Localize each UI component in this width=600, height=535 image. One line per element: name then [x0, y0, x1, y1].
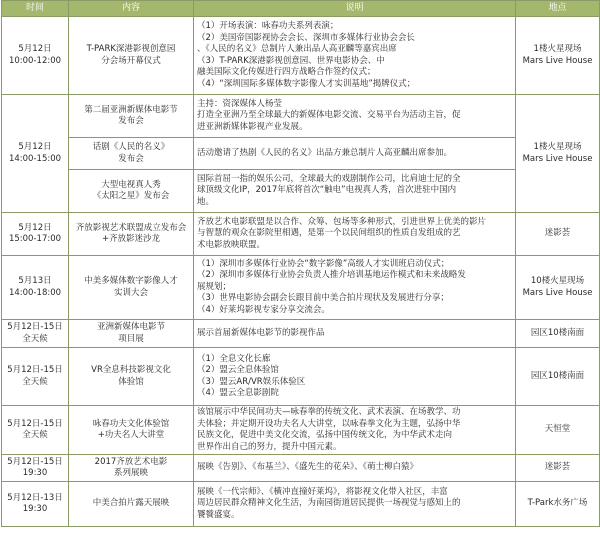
description-cell-line: 展示首届新媒体电影节的影视作品 — [197, 327, 325, 338]
time-cell — [2, 406, 69, 455]
header-row — [2, 1, 600, 17]
time-cell-line: 15:00-17:00 — [8, 234, 62, 244]
content-cell — [69, 482, 194, 527]
location-cell-line: 迷影荟 — [544, 462, 571, 473]
time-cell-line: 14:00-18:00 — [8, 287, 62, 298]
description-cell-line: （1）开场表演：咏春功夫系列表演； — [197, 21, 339, 31]
time-cell-line: 14:00-15:00 — [8, 153, 62, 164]
time-cell-line: 全天候 — [22, 333, 48, 344]
location-cell — [516, 213, 600, 256]
table-row — [2, 213, 600, 256]
content-cell-line: VR全息科技影视文化 — [91, 365, 171, 375]
time-cell-line: 全天候 — [22, 376, 48, 387]
time-cell-line: 5月12日-13日 — [7, 492, 63, 503]
content-cell-line: 第二届亚洲新媒体电影节 — [84, 104, 178, 115]
time-cell-line: 19:30 — [22, 468, 48, 478]
time-cell — [2, 95, 69, 213]
content-cell-line: 咏春功夫文化体验馆 — [92, 418, 170, 429]
location-cell — [516, 455, 600, 482]
description-cell — [194, 17, 516, 95]
location-cell — [516, 256, 600, 320]
time-cell-line: 5月12日-15日 — [7, 322, 63, 332]
time-cell-line: 5月12日 — [18, 142, 52, 152]
content-cell-line: 中美多媒体数字影像人才 — [84, 276, 178, 286]
time-cell — [2, 256, 69, 320]
content-cell-line: 齐放影视艺术联盟成立发布会 — [75, 222, 187, 233]
location-cell-line: 迷影荟 — [544, 228, 571, 239]
table-row — [2, 17, 600, 95]
description-cell — [194, 482, 516, 527]
content-cell — [69, 256, 194, 320]
description-cell-line: 世界作出自己的努力，提升中国元素。 — [197, 441, 342, 452]
content-cell — [69, 95, 194, 138]
description-cell-line: 展规划； — [197, 281, 232, 292]
location-cell — [516, 320, 600, 348]
description-cell-line: 民族文化，促进中美文化交流，弘扬中国传统文化，为中华武术走向 — [197, 430, 453, 440]
description-cell-line: 该馆展示中华民间功夫—咏春拳的传统文化、武术表演、在场教学、功 — [197, 407, 461, 417]
location-cell-line: 园区10楼南面 — [530, 327, 585, 338]
time-cell — [2, 482, 69, 527]
description-cell-line: 活动邀请了热剧《人民的名义》出品方兼总制片人高亚麟出席参加。 — [197, 147, 453, 158]
location-cell-line: 10楼火星现场 — [530, 276, 585, 286]
table-row — [2, 455, 600, 482]
location-cell — [516, 406, 600, 455]
location-cell — [516, 95, 600, 213]
location-cell-line: 1楼火星现场 — [533, 142, 582, 152]
description-cell-line: （2）深圳市多媒体行业协会负责人推介培训基地运作模式和未来战略发 — [197, 270, 466, 281]
location-cell-line: 园区10楼南面 — [530, 370, 585, 381]
location-cell — [516, 482, 600, 527]
content-cell-line: 分会场开幕仪式 — [101, 55, 161, 66]
location-cell — [516, 348, 600, 406]
content-cell — [69, 348, 194, 406]
description-cell-line: 地。 — [197, 196, 215, 207]
schedule-table — [1, 0, 600, 527]
description-cell-line: 齐放艺术电影联盟是以合作、众筹、包场等多种形式，引进世界上优美的影片 — [197, 216, 487, 227]
description-cell — [194, 170, 516, 213]
description-cell-line: 夫体验；并定期开设功夫名人大讲堂，以咏春拳文化为主题，弘扬中华 — [197, 418, 461, 429]
location-cell-line: Mars Live House — [522, 153, 593, 164]
time-cell-line: 5月12日-15日 — [7, 418, 63, 429]
content-cell — [69, 455, 194, 482]
header-time: 时间 — [2, 1, 69, 17]
description-cell — [194, 320, 516, 348]
description-cell — [194, 138, 516, 170]
content-cell-line: 发布会 — [118, 116, 144, 126]
description-cell-line: 进亚洲新媒体影视产业发展。 — [197, 121, 308, 132]
description-cell-line: （4）“深圳国际多媒体数字影像人才实训基地”揭牌仪式； — [197, 78, 416, 89]
content-cell-line: +齐放影迷沙龙 — [101, 234, 161, 244]
content-cell-line: 中美合拍片露天展映 — [92, 498, 170, 509]
description-cell-line: 国际首屈一指的娱乐公司，全球最大的戏剧制作公司，比肩迪士尼的全 — [197, 173, 461, 184]
description-cell-line: （4）好莱坞影视专家分享交流会。 — [197, 304, 330, 315]
description-cell-line: （2）盟云全息体验馆 — [197, 365, 279, 375]
description-cell-line: 、《人民的名义》总制片人兼出品人高亚麟等嘉宾出席 — [197, 44, 397, 54]
time-cell-line: 19:30 — [22, 504, 48, 514]
description-cell — [194, 455, 516, 482]
time-cell-line: 5月12日-15日 — [7, 365, 63, 375]
time-cell-line: 5月12日 — [18, 44, 52, 54]
location-cell-line: Mars Live House — [522, 287, 593, 298]
description-cell-line: 与智慧的观众在影院里相遇，是第一个以民间组织的性质自发组成的艺 — [197, 228, 461, 239]
description-cell-line: （3）盟云AR/VR娱乐体验区 — [197, 376, 306, 387]
content-cell-line: 发布会 — [118, 153, 144, 164]
description-cell-line: （3）T-PARK深港影视创意园、世界电影协会、中 — [197, 55, 385, 66]
header-location: 地点 — [516, 1, 600, 17]
content-cell — [69, 213, 194, 256]
location-cell — [516, 17, 600, 95]
description-cell-line: （4）盟云全息影剧院 — [197, 388, 279, 398]
content-cell — [69, 17, 194, 95]
description-cell-line: 融美国际文化传媒进行四方战略合作签约仪式； — [197, 67, 376, 77]
content-cell-line: 项目展 — [118, 333, 144, 344]
content-cell — [69, 406, 194, 455]
table-row — [2, 256, 600, 320]
table-row — [2, 95, 600, 138]
description-cell — [194, 348, 516, 406]
content-cell-line: +功夫名人大讲堂 — [97, 430, 165, 440]
location-cell-line: 天恒堂 — [544, 424, 571, 435]
content-cell-line: 体验馆 — [118, 376, 144, 387]
content-cell-line: 话剧《人民的名义》 — [92, 142, 170, 152]
description-cell-line: 周边居民群众精神文化生活，为南园街道居民提供一场视觉与感知上的 — [197, 498, 461, 509]
table-row — [2, 482, 600, 527]
table-row — [2, 348, 600, 406]
time-cell-line: 全天候 — [22, 430, 48, 440]
table-row — [2, 320, 600, 348]
time-cell — [2, 213, 69, 256]
description-cell-line: 展映《告别》、《布基兰》、《盛先生的花朵》、《萌士柳白猿》 — [197, 462, 419, 473]
description-cell-line: （2）美国帝国影视协会会长、深圳市多媒体行业协会会长 — [197, 32, 415, 43]
header-content: 内容 — [69, 1, 194, 17]
content-cell-line: 《太阳之星》发布会 — [92, 191, 170, 201]
table-row — [2, 138, 600, 170]
table-row — [2, 406, 600, 455]
time-cell — [2, 320, 69, 348]
description-cell-line: 术电影放映联盟。 — [197, 239, 266, 250]
table-row — [2, 170, 600, 213]
content-cell — [69, 170, 194, 213]
time-cell-line: 5月13日 — [18, 276, 52, 286]
description-cell — [194, 95, 516, 138]
description-cell-line: 球顶级文化IP，2017年底将首次“触电”电视真人秀，首次进驻中国内 — [197, 185, 457, 196]
description-cell-line: （1）全息文化长廊 — [197, 353, 271, 364]
time-cell-line: 5月12日 — [18, 222, 52, 233]
description-cell — [194, 406, 516, 455]
description-cell-line: （3）世界电影协会副会长跟目前中美合拍片现状及发展进行分享； — [197, 293, 449, 304]
description-cell — [194, 256, 516, 320]
description-cell-line: 主持：资深媒体人杨莹 — [197, 98, 283, 109]
description-cell-line: （1）深圳市多媒体行业协会“数字影像”高级人才实训班启动仪式； — [197, 258, 450, 269]
header-description: 说明 — [194, 1, 516, 17]
schedule-body — [2, 17, 600, 527]
time-cell — [2, 455, 69, 482]
location-cell-line: T-Park水务广场 — [527, 498, 588, 509]
content-cell-line: 亚洲新媒体电影节 — [96, 322, 165, 332]
location-cell-line: 1楼火星现场 — [533, 44, 582, 54]
content-cell-line: T-PARK深港影视创意园 — [86, 44, 176, 54]
location-cell-line: Mars Live House — [522, 55, 593, 66]
description-cell-line: 饕餮盛宴。 — [197, 509, 240, 520]
time-cell — [2, 17, 69, 95]
content-cell-line: 2017齐放艺术电影 — [94, 456, 168, 467]
time-cell-line: 10:00-12:00 — [8, 55, 62, 66]
content-cell — [69, 138, 194, 170]
content-cell-line: 实训大会 — [113, 287, 148, 298]
content-cell — [69, 320, 194, 348]
description-cell-line: 打造全亚洲乃至全球最大的新媒体电影交流、交易平台为活动主旨，促 — [197, 110, 461, 121]
content-cell-line: 大型电视真人秀 — [101, 179, 161, 190]
description-cell-line: 展映《一代宗师》、《横冲直撞好莱坞》，将影视文化带入社区，丰富 — [197, 486, 448, 497]
description-cell — [194, 213, 516, 256]
time-cell — [2, 348, 69, 406]
time-cell-line: 5月12日-15日 — [7, 456, 63, 467]
content-cell-line: 系列展映 — [113, 468, 148, 478]
